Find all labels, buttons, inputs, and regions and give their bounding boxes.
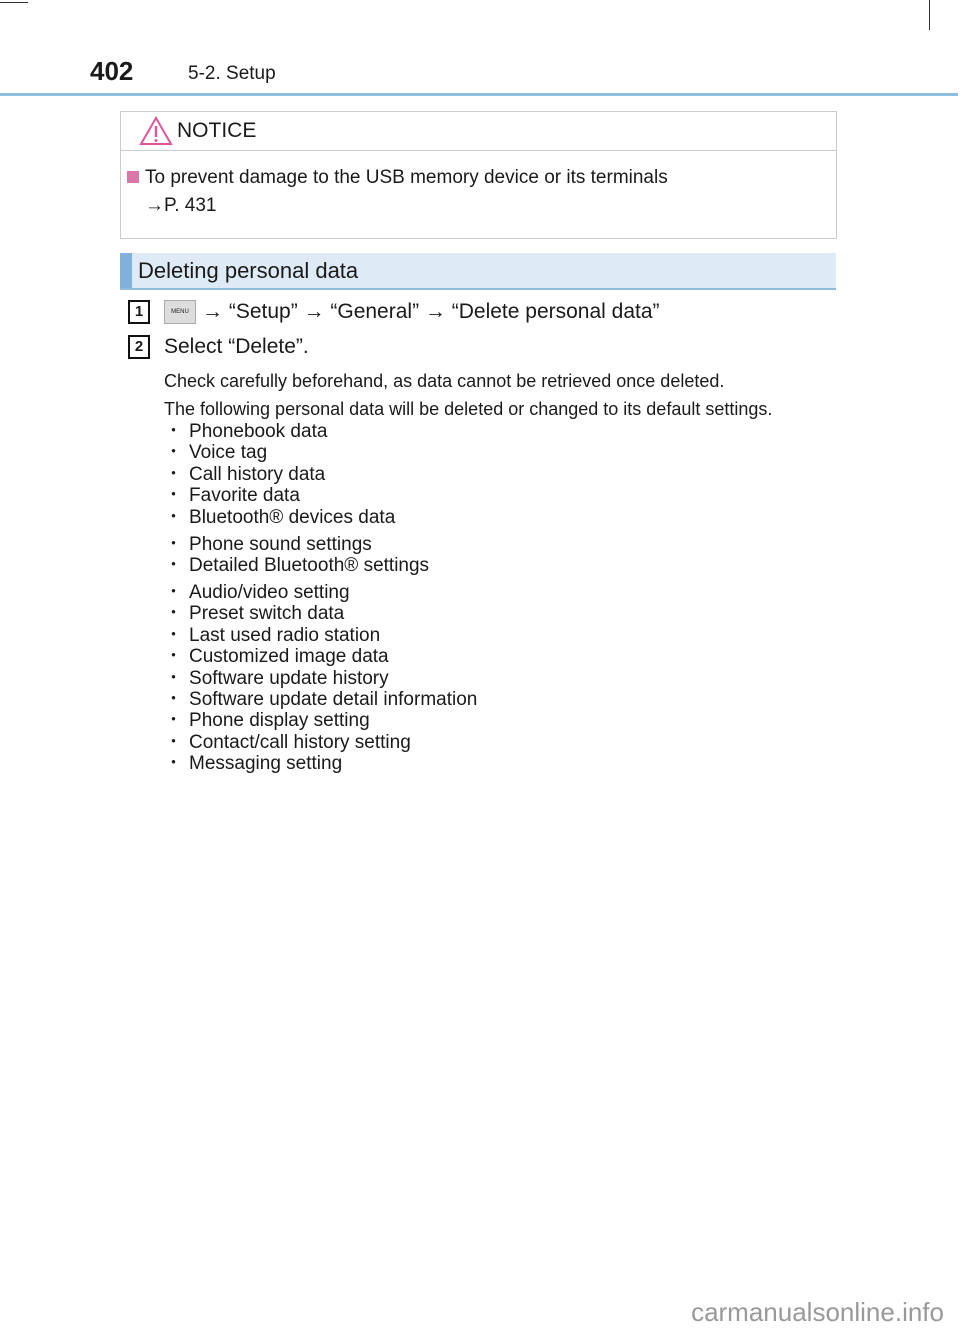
- crop-mark: [929, 0, 960, 30]
- section-title: Deleting personal data: [138, 257, 359, 283]
- section-heading: [120, 253, 836, 290]
- list-item: ・ Bluetooth® devices data: [164, 507, 477, 534]
- list-item: ・ Audio/video setting: [164, 582, 477, 603]
- step-number: 1: [128, 300, 150, 324]
- bullet-square-icon: [127, 171, 139, 183]
- notice-item: To prevent damage to the USB memory device or its terminals: [145, 167, 668, 188]
- list-item: ・ Messaging setting: [164, 753, 477, 774]
- list-item: ・ Software update detail information: [164, 689, 477, 710]
- list-item: ・ Phone display setting: [164, 710, 477, 731]
- list-item: ・ Voice tag: [164, 442, 477, 463]
- step-number: 2: [128, 335, 150, 359]
- notice-title: NOTICE: [177, 119, 257, 142]
- list-item: ・ Contact/call history setting: [164, 732, 477, 753]
- warning-icon: [139, 116, 173, 146]
- header-divider: [0, 93, 958, 96]
- list-item: ・ Last used radio station: [164, 625, 477, 646]
- menu-button-icon: MENU: [164, 300, 196, 324]
- paragraph: The following personal data will be deleted or changed to its default settings.: [164, 399, 773, 419]
- data-list: [164, 421, 477, 774]
- list-item: ・ Software update history: [164, 668, 477, 689]
- list-item: ・ Detailed Bluetooth® settings: [164, 555, 477, 582]
- list-item: ・ Phonebook data: [164, 421, 477, 442]
- paragraph: Check carefully beforehand, as data cannot be retrieved once deleted.: [164, 371, 725, 391]
- step-text: → “Setup” → “General” → “Delete personal data”: [202, 300, 660, 323]
- page-reference[interactable]: →P. 431: [145, 195, 217, 216]
- list-item: ・ Call history data: [164, 464, 477, 485]
- watermark: carmanualsonline.info: [691, 1297, 944, 1327]
- list-item: ・ Customized image data: [164, 646, 477, 667]
- list-item: ・ Preset switch data: [164, 603, 477, 624]
- page-number: 402: [90, 56, 134, 86]
- step-2: [128, 335, 309, 359]
- section-label: 5-2. Setup: [188, 63, 276, 84]
- list-item: ・ Favorite data: [164, 485, 477, 506]
- step-1: [128, 300, 660, 324]
- notice-box: [120, 111, 837, 239]
- step-text: Select “Delete”.: [164, 335, 309, 358]
- crop-mark: [0, 0, 28, 3]
- list-item: ・ Phone sound settings: [164, 534, 477, 555]
